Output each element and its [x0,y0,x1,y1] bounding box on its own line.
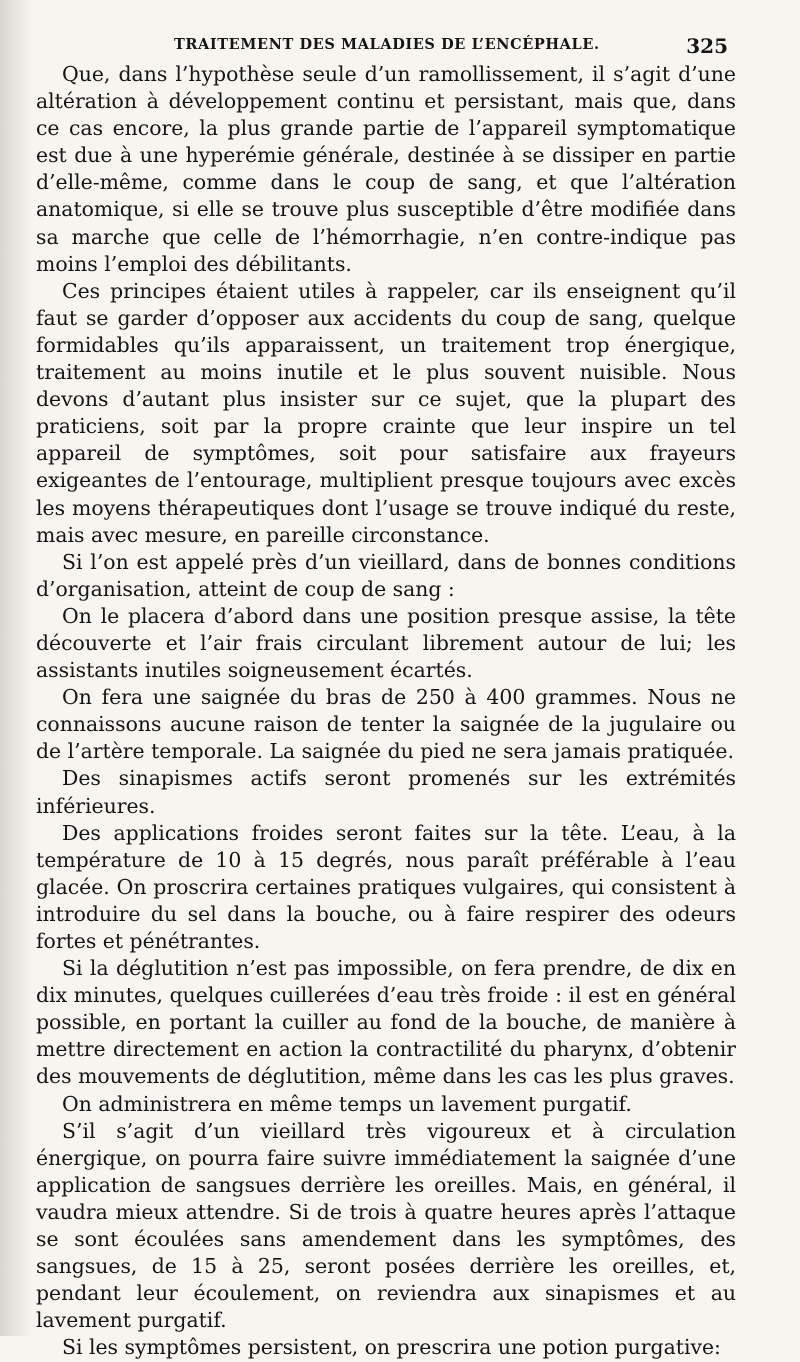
running-header [36,34,728,58]
scan-edge-shadow [0,0,32,1336]
body-text [36,61,736,1362]
paragraph-11: Si les symptômes persistent, on prescrira une potion purgative: [62,1335,721,1360]
paragraph-10: S’il s’agit d’un vieillard très vigoureux et à circulation énergique, on pourra faire suivre immédiatement la saignée d’une application de sangsues derrière les oreilles. Mais, en général, il vaudra mieux attendre. Si de trois à quatre heures après l’attaque se sont écoulées sans amendement dans les symptômes, des sangsues, de 15 à 25, seront posées derrière les oreilles, et, pendant leur écoulement, on reviendra aux sinapismes et au lavement purgatif. [36,1118,736,1333]
paragraph-7: Des applications froides seront faites sur la tête. L’eau, à la température de 10 à 15 degrés, nous paraît préférable à l’eau glacée. On proscrira certaines pratiques vulgaires, qui consistent à introduire du sel dans la bouche, ou à faire respirer des odeurs fortes et pénétrantes. [36,820,736,953]
paragraph-9: On administrera en même temps un lavement purgatif. [62,1091,632,1116]
paragraph-1: Que, dans l’hypothèse seule d’un ramollissement, il s’agit d’une altération à développement continu et persistant, mais que, dans ce cas encore, la plus grande partie de l’appareil symptomatique est due à une hyperémie générale, destinée à se dissiper en partie d’elle-même, comme dans le coup de sang, et que l’altération anatomique, si elle se trouve plus susceptible d’être modifiée dans sa marche que celle de l’hémorrhagie, n’en contre-indique pas moins l’emploi des débilitants. [36,62,736,276]
paragraph-8: Si la déglutition n’est pas impossible, on fera prendre, de dix en dix minutes, quelques cuillerées d’eau très froide : il est en général possible, en portant la cuiller au fond de la bouche, de manière à mettre directement en action la contractilité du pharynx, d’obtenir des mouvements de déglutition, même dans les cas les plus graves. [36,956,736,1089]
paragraph-3: Si l’on est appelé près d’un vieillard, dans de bonnes conditions d’organisation, atteint de coup de sang : [36,549,736,601]
paragraph-6: Des sinapismes actifs seront promenés sur les extrémités inférieures. [36,766,736,818]
paragraph-2: Ces principes étaient utiles à rappeler, car ils enseignent qu’il faut se garder d’opposer aux accidents du coup de sang, quelque formidables qu’ils apparaissent, un traitement trop énergique, traitement au moins inutile et le plus souvent nuisible. Nous devons d’autant plus insister sur ce sujet, que la plupart des praticiens, soit par la propre crainte que leur inspire un tel appareil de symptômes, soit pour satisfaire aux frayeurs exigeantes de l’entourage, multiplient presque toujours avec excès les moyens thérapeutiques dont l’usage se trouve indiqué du reste, mais avec mesure, en pareille circonstance. [36,278,736,547]
running-title: TRAITEMENT DES MALADIES DE L’ENCÉPHALE. [174,36,600,53]
paragraph-5: On fera une saignée du bras de 250 à 400 grammes. Nous ne connaissons aucune raison de tenter la saignée de la jugulaire ou de l’artère temporale. La saignée du pied ne sera jamais pratiquée. [36,685,736,764]
page-number: 325 [686,34,728,58]
paragraph-4: On le placera d’abord dans une position presque assise, la tête découverte et l’air frais circulant librement autour de lui; les assistants inutiles soigneusement écartés. [36,603,736,683]
